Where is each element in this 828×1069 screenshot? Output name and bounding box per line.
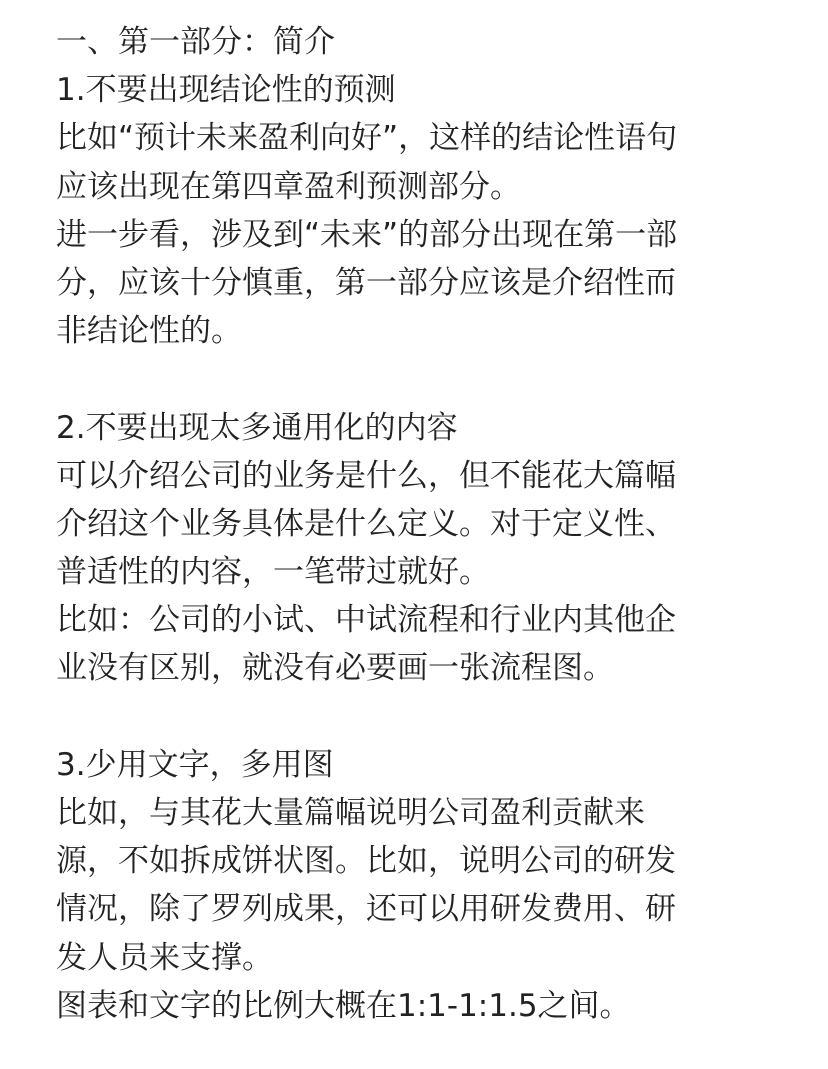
section-heading: 一、第一部分：简介 — [56, 24, 335, 60]
point-2-text: 介绍这个业务具体是什么定义。对于定义性、 — [56, 505, 676, 542]
point-2-title: 2.不要出现太多通用化的内容 — [56, 409, 458, 446]
point-1-text: 非结论性的。 — [56, 313, 242, 350]
point-1-text: 应该出现在第四章盈利预测部分。 — [56, 168, 521, 205]
point-2-text: 业没有区别，就没有必要画一张流程图。 — [56, 650, 614, 687]
point-1-title: 1.不要出现结论性的预测 — [56, 72, 396, 109]
point-3-text: 源，不如拆成饼状图。比如，说明公司的研发 — [56, 843, 676, 880]
point-2-text: 普适性的内容，一笔带过就好。 — [56, 554, 490, 591]
paragraph-gap — [56, 693, 816, 741]
point-3-text: 发人员来支撑。 — [56, 939, 273, 976]
point-3-text: 图表和文字的比例大概在1:1-1:1.5之间。 — [56, 987, 631, 1024]
paragraph-gap — [56, 355, 816, 403]
point-3-text: 比如，与其花大量篇幅说明公司盈利贡献来 — [56, 795, 645, 831]
point-2-text: 可以介绍公司的业务是什么，但不能花大篇幅 — [56, 457, 676, 494]
point-2-text: 比如：公司的小试、中试流程和行业内其他企 — [56, 602, 676, 639]
point-3-title: 3.少用文字，多用图 — [56, 746, 334, 783]
point-3-text: 情况，除了罗列成果，还可以用研发费用、研 — [56, 891, 676, 928]
point-1-text: 分，应该十分慎重，第一部分应该是介绍性而 — [56, 264, 676, 301]
point-1-text: 比如“预计未来盈利向好”，这样的结论性语句 — [56, 120, 678, 157]
document-body — [56, 18, 816, 1030]
point-1-text: 进一步看，涉及到“未来”的部分出现在第一部 — [56, 216, 678, 253]
